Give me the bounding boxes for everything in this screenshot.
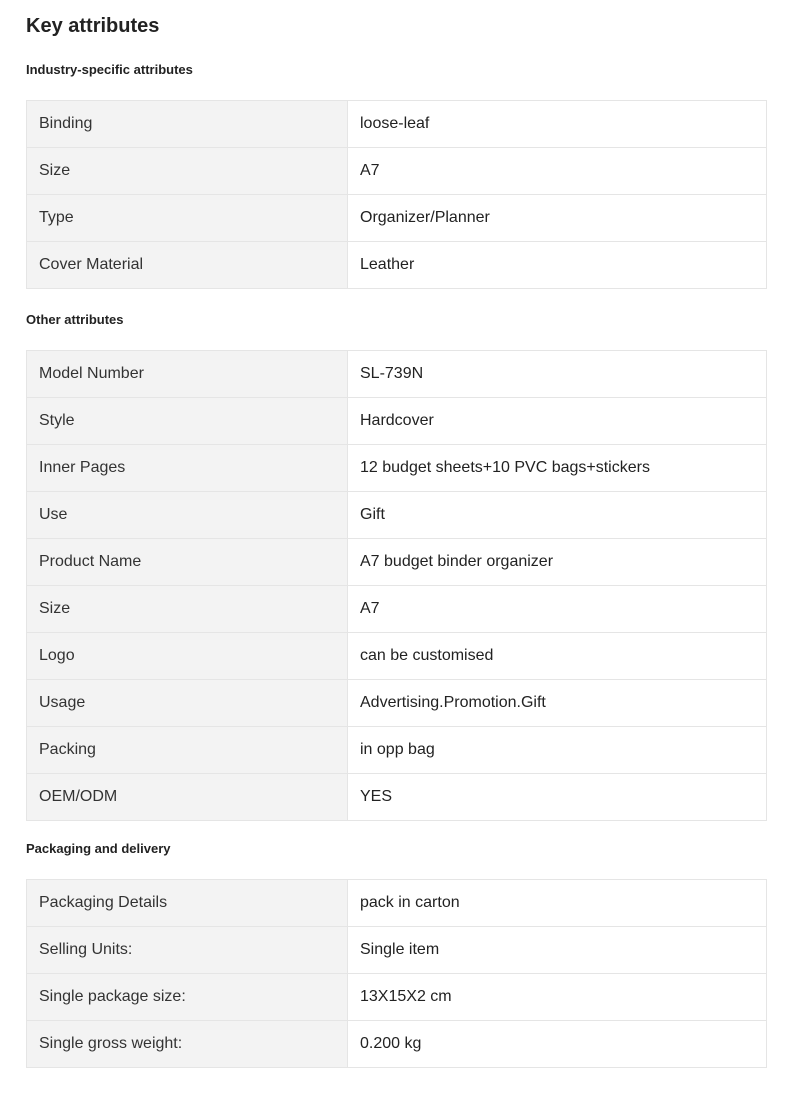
attribute-value: 0.200 kg (348, 1021, 767, 1068)
attribute-key: Inner Pages (27, 445, 348, 492)
table-row (27, 927, 767, 974)
attribute-key: Product Name (27, 539, 348, 586)
table-row (27, 680, 767, 727)
attribute-key: Single package size: (27, 974, 348, 1021)
attribute-value: pack in carton (348, 880, 767, 927)
attribute-value: A7 (348, 586, 767, 633)
packaging-delivery-table (26, 879, 767, 1068)
section-heading-other: Other attributes (26, 312, 124, 327)
attribute-key: Style (27, 398, 348, 445)
attribute-value: Leather (348, 242, 767, 289)
industry-attributes-table (26, 100, 767, 289)
table-row (27, 774, 767, 821)
attribute-key: Use (27, 492, 348, 539)
attribute-key: Usage (27, 680, 348, 727)
attribute-value: Organizer/Planner (348, 195, 767, 242)
attribute-value: A7 budget binder organizer (348, 539, 767, 586)
attribute-key: Size (27, 586, 348, 633)
attribute-value: A7 (348, 148, 767, 195)
table-row (27, 1021, 767, 1068)
table-row (27, 195, 767, 242)
attribute-value: 12 budget sheets+10 PVC bags+stickers (348, 445, 767, 492)
attribute-key: OEM/ODM (27, 774, 348, 821)
attribute-value: Advertising.Promotion.Gift (348, 680, 767, 727)
attribute-value: YES (348, 774, 767, 821)
attribute-key: Size (27, 148, 348, 195)
attribute-key: Logo (27, 633, 348, 680)
attribute-key: Single gross weight: (27, 1021, 348, 1068)
attribute-key: Packing (27, 727, 348, 774)
attribute-value: can be customised (348, 633, 767, 680)
table-row (27, 586, 767, 633)
table-row (27, 539, 767, 586)
table-row (27, 101, 767, 148)
table-row (27, 492, 767, 539)
other-attributes-table (26, 350, 767, 821)
table-row (27, 398, 767, 445)
attribute-value: loose-leaf (348, 101, 767, 148)
attribute-key: Binding (27, 101, 348, 148)
table-row (27, 974, 767, 1021)
table-row (27, 633, 767, 680)
table-row (27, 727, 767, 774)
attribute-key: Packaging Details (27, 880, 348, 927)
page-title: Key attributes (26, 15, 160, 37)
attribute-value: Single item (348, 927, 767, 974)
attribute-key: Cover Material (27, 242, 348, 289)
attribute-value: in opp bag (348, 727, 767, 774)
section-heading-industry: Industry-specific attributes (26, 62, 193, 77)
attribute-value: SL-739N (348, 351, 767, 398)
attribute-value: 13X15X2 cm (348, 974, 767, 1021)
attribute-value: Gift (348, 492, 767, 539)
table-row (27, 242, 767, 289)
attribute-key: Model Number (27, 351, 348, 398)
attribute-value: Hardcover (348, 398, 767, 445)
table-row (27, 148, 767, 195)
table-row (27, 880, 767, 927)
attribute-key: Type (27, 195, 348, 242)
table-row (27, 445, 767, 492)
section-heading-packaging: Packaging and delivery (26, 841, 171, 856)
attribute-key: Selling Units: (27, 927, 348, 974)
table-row (27, 351, 767, 398)
